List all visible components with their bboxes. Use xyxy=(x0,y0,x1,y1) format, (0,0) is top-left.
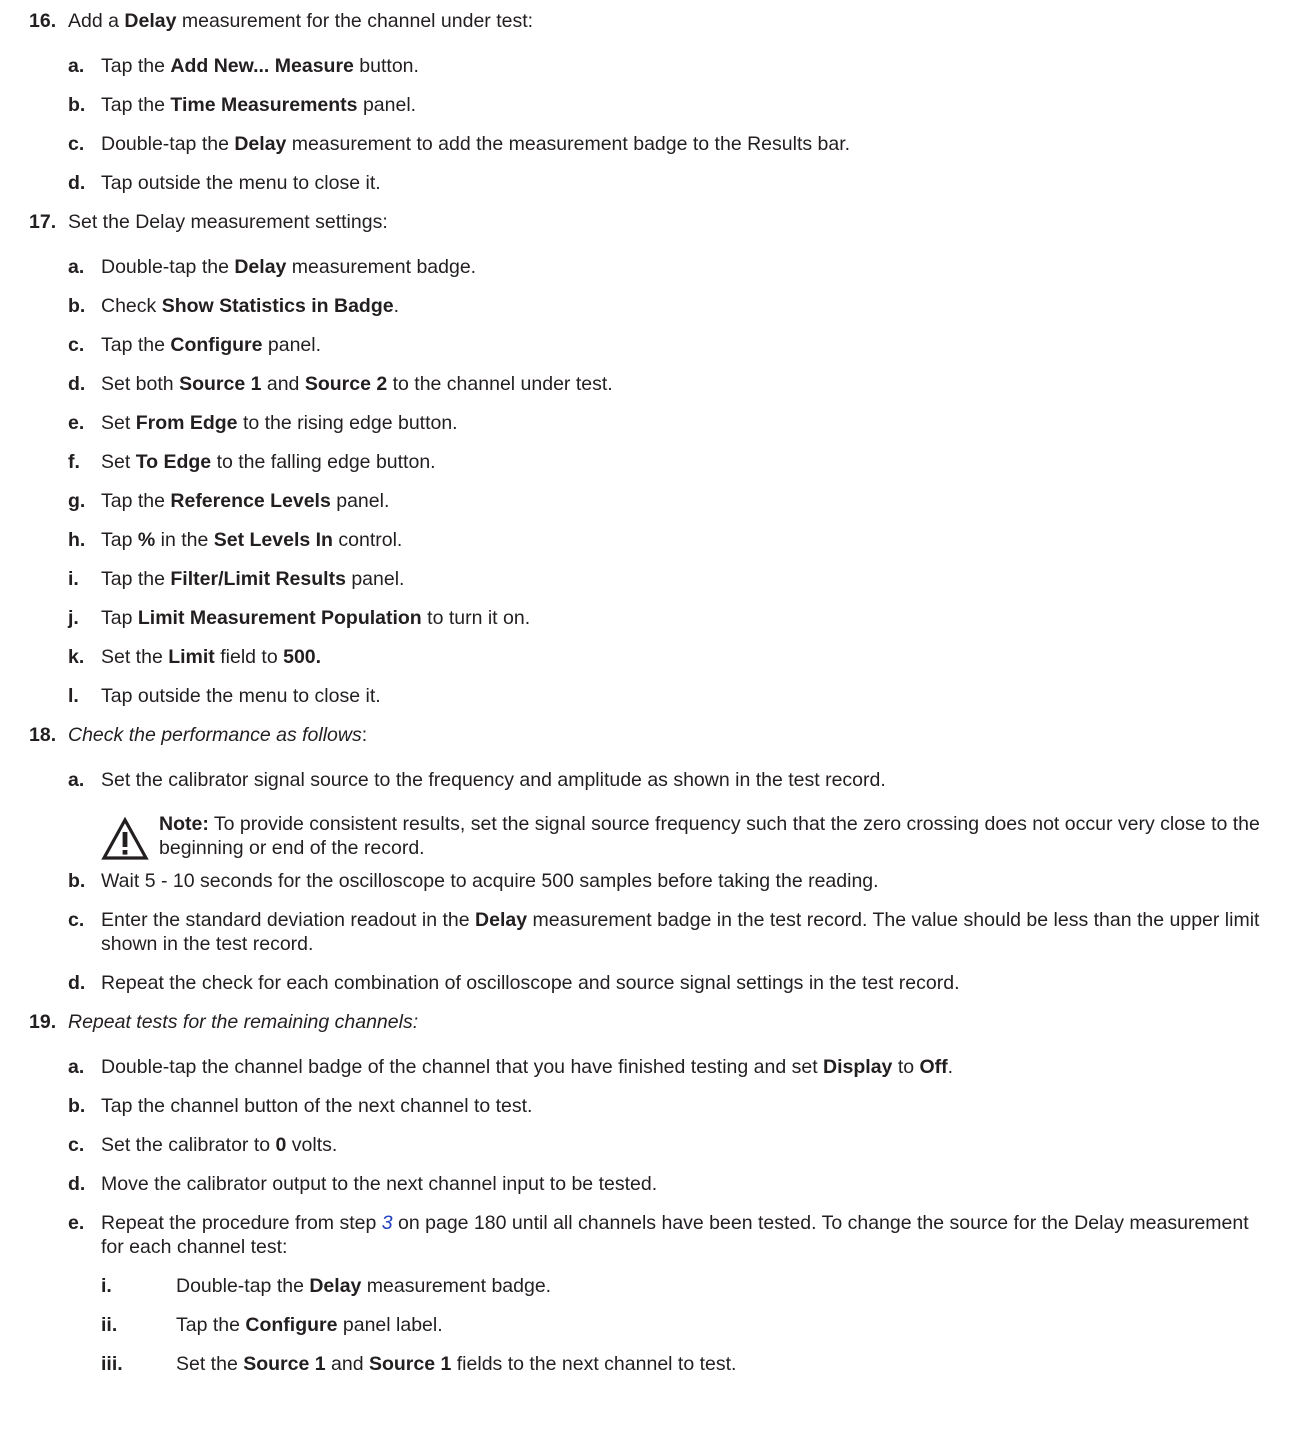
text-run: measurement badge. xyxy=(361,1275,552,1297)
substep-label: a. xyxy=(68,55,85,77)
bold-term: Set Levels In xyxy=(213,529,333,551)
text-run: : xyxy=(361,724,368,746)
substep-text xyxy=(101,411,458,435)
subsubstep-label: iii. xyxy=(101,1353,123,1375)
substep-label: d. xyxy=(68,1173,86,1195)
bold-term: Source 1 xyxy=(243,1353,326,1375)
subsubstep-text xyxy=(176,1352,736,1376)
bold-term: To Edge xyxy=(135,451,212,473)
bold-term: 500. xyxy=(283,646,322,668)
substep-text xyxy=(101,971,960,995)
substep-text xyxy=(101,1211,1261,1259)
bold-term: Delay xyxy=(234,133,287,155)
text-run: to the rising edge button. xyxy=(237,412,458,434)
text-run: measurement for the channel under test: xyxy=(176,10,534,32)
warning-icon xyxy=(101,817,149,861)
text-run: Set the calibrator signal source to the frequency and amplitude as shown in the test record. xyxy=(101,769,886,791)
substep-label: d. xyxy=(68,172,86,194)
bold-term: Show Statistics in Badge xyxy=(161,295,394,317)
bold-term: Delay xyxy=(475,909,528,931)
subsubstep-label: i. xyxy=(101,1275,112,1297)
substep-text xyxy=(101,333,321,357)
text-run: measurement badge. xyxy=(286,256,477,278)
substep-text xyxy=(101,567,404,591)
text-run: Tap outside the menu to close it. xyxy=(101,172,381,194)
text-run: field to xyxy=(214,646,284,668)
text-run: Set xyxy=(101,412,136,434)
substep-label: a. xyxy=(68,1056,85,1078)
bold-term: Configure xyxy=(245,1314,338,1336)
substep-label: b. xyxy=(68,1095,86,1117)
substep-label: l. xyxy=(68,685,79,707)
text-run: Tap the xyxy=(101,55,171,77)
subsubstep-label: ii. xyxy=(101,1314,118,1336)
text-run: Double-tap the xyxy=(176,1275,310,1297)
text-run: panel. xyxy=(330,490,390,512)
text-run: Double-tap the channel badge of the channel that you have finished testing and set xyxy=(101,1056,824,1078)
bold-term: Delay xyxy=(309,1275,362,1297)
substep-text xyxy=(101,54,419,78)
bold-term: % xyxy=(137,529,156,551)
text-run: Check xyxy=(101,295,162,317)
text-run: panel. xyxy=(345,568,405,590)
substep-text xyxy=(101,255,476,279)
substep-label: b. xyxy=(68,94,86,116)
text-run: Repeat the procedure from step xyxy=(101,1212,382,1234)
substep-label: k. xyxy=(68,646,85,668)
text-run: Add a xyxy=(68,10,125,32)
step-heading xyxy=(68,1010,418,1034)
substep-label: e. xyxy=(68,412,85,434)
text-run: Tap the xyxy=(101,334,171,356)
bold-term: Off xyxy=(919,1056,948,1078)
bold-term: From Edge xyxy=(135,412,238,434)
substep-label: c. xyxy=(68,1134,85,1156)
text-run: in the xyxy=(155,529,214,551)
text-run: to turn it on. xyxy=(421,607,531,629)
text-run: measurement to add the measurement badge to the Results bar. xyxy=(286,133,851,155)
substep-label: i. xyxy=(68,568,79,590)
substep-label: b. xyxy=(68,295,86,317)
substep-label: d. xyxy=(68,972,86,994)
text-run: Tap the channel button of the next channel to test. xyxy=(101,1095,533,1117)
text-run: Double-tap the xyxy=(101,133,235,155)
text-run: Move the calibrator output to the next channel input to be tested. xyxy=(101,1173,658,1195)
text-run: on page 180 until all channels have been tested. To change the source for the Delay measurement for each channel test: xyxy=(101,1212,1249,1258)
step-number: 16. xyxy=(29,10,57,32)
text-run: Set both xyxy=(101,373,180,395)
substep-label: j. xyxy=(68,607,79,629)
step-number: 18. xyxy=(29,724,57,746)
text-run: Tap xyxy=(101,529,138,551)
substep-label: c. xyxy=(68,133,85,155)
text-run: panel label. xyxy=(337,1314,443,1336)
subsubstep-text xyxy=(176,1313,443,1337)
text-run: to the channel under test. xyxy=(387,373,613,395)
text-run: control. xyxy=(332,529,403,551)
text-run: . xyxy=(393,295,400,317)
text-run: and xyxy=(325,1353,369,1375)
substep-text xyxy=(101,294,399,318)
text-run: Tap the xyxy=(101,490,171,512)
substep-label: h. xyxy=(68,529,86,551)
substep-text xyxy=(101,908,1296,956)
substep-text xyxy=(101,606,530,630)
text-run: . xyxy=(947,1056,954,1078)
substep-text xyxy=(101,132,850,156)
bold-term: Delay xyxy=(234,256,287,278)
step-number: 17. xyxy=(29,211,57,233)
substep-label: c. xyxy=(68,909,85,931)
step-heading xyxy=(68,210,388,234)
bold-term: Display xyxy=(823,1056,893,1078)
text-run: fields to the next channel to test. xyxy=(451,1353,737,1375)
subsubstep-text xyxy=(176,1274,551,1298)
substep-text xyxy=(101,1133,337,1157)
substep-text xyxy=(101,869,879,893)
bold-term: Limit xyxy=(168,646,215,668)
substep-text xyxy=(101,1172,657,1196)
substep-label: g. xyxy=(68,490,86,512)
substep-text xyxy=(101,93,416,117)
bold-term: Filter/Limit Results xyxy=(170,568,346,590)
text-run: Tap the xyxy=(101,94,171,116)
text-run: Set xyxy=(101,451,136,473)
bold-term: Add New... Measure xyxy=(170,55,354,77)
substep-label: e. xyxy=(68,1212,85,1234)
text-run: volts. xyxy=(286,1134,338,1156)
step-heading xyxy=(68,723,367,747)
text-run: Set the xyxy=(176,1353,244,1375)
italic-text: Repeat tests for the remaining channels: xyxy=(68,1011,419,1033)
substep-text xyxy=(101,684,381,708)
substep-text xyxy=(101,645,321,669)
substep-text xyxy=(101,171,381,195)
text-run: Set the Delay measurement settings: xyxy=(68,211,388,233)
text-run: button. xyxy=(353,55,419,77)
text-run: Wait 5 - 10 seconds for the oscilloscope to acquire 500 samples before taking the reading. xyxy=(101,870,879,892)
substep-label: a. xyxy=(68,769,85,791)
substep-text xyxy=(101,528,402,552)
bold-term: Source 2 xyxy=(304,373,388,395)
substep-label: c. xyxy=(68,334,85,356)
bold-term: Configure xyxy=(170,334,263,356)
bold-term: Delay xyxy=(124,10,177,32)
italic-text: Check the performance as follows xyxy=(68,724,362,746)
text-run: Tap outside the menu to close it. xyxy=(101,685,381,707)
text-run: to xyxy=(892,1056,920,1078)
substep-text xyxy=(101,1094,532,1118)
substep-text xyxy=(101,450,436,474)
text-run: panel. xyxy=(262,334,322,356)
step-number: 19. xyxy=(29,1011,57,1033)
note-text xyxy=(159,812,1309,860)
substep-text xyxy=(101,489,389,513)
bold-term: Limit Measurement Population xyxy=(137,607,422,629)
text-run: to the falling edge button. xyxy=(211,451,436,473)
text-run: Double-tap the xyxy=(101,256,235,278)
bold-term: Source 1 xyxy=(179,373,262,395)
bold-term: Source 1 xyxy=(368,1353,452,1375)
substep-text xyxy=(101,768,886,792)
text-run: and xyxy=(261,373,305,395)
bold-term: 0 xyxy=(275,1134,287,1156)
text-run: panel. xyxy=(357,94,417,116)
substep-label: b. xyxy=(68,870,86,892)
text-run: Set the calibrator to xyxy=(101,1134,276,1156)
substep-label: a. xyxy=(68,256,85,278)
substep-label: f. xyxy=(68,451,80,473)
substep-text xyxy=(101,1055,953,1079)
text-run: Set the xyxy=(101,646,169,668)
substep-text xyxy=(101,372,613,396)
text-run: Enter the standard deviation readout in the xyxy=(101,909,476,931)
step-link[interactable]: 3 xyxy=(381,1212,393,1234)
note-label: Note: xyxy=(159,813,209,835)
substep-label: d. xyxy=(68,373,86,395)
step-heading xyxy=(68,9,533,33)
text-run: measurement badge in the test record. The value should be less than the upper limit shown in the test record. xyxy=(101,909,1260,955)
text-run: Tap the xyxy=(101,568,171,590)
bold-term: Reference Levels xyxy=(170,490,331,512)
text-run: Repeat the check for each combination of oscilloscope and source signal settings in the test record. xyxy=(101,972,960,994)
text-run: Tap the xyxy=(176,1314,246,1336)
bold-term: Time Measurements xyxy=(170,94,358,116)
text-run: Tap xyxy=(101,607,138,629)
note-body: To provide consistent results, set the signal source frequency such that the zero crossing does not occur very close to the beginning or end of the record. xyxy=(159,813,1260,859)
